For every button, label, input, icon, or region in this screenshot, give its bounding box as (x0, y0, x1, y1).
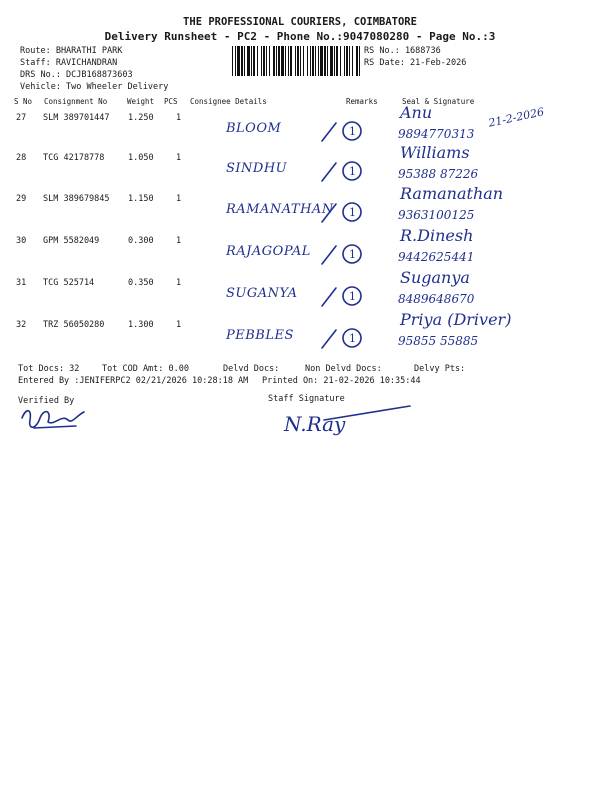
barcode-bar (295, 46, 296, 76)
row-weight: 1.050 (128, 153, 154, 163)
row-pcs: 1 (176, 194, 182, 204)
row-weight: 1.300 (128, 320, 154, 330)
barcode-bar (352, 46, 353, 76)
row-sno: 32 (16, 320, 27, 330)
barcode-bar (244, 46, 245, 76)
col-seal-signature: Seal & Signature (402, 97, 475, 106)
remark-number: 1 (349, 332, 356, 345)
row-consignee-handwritten: PEBBLES (226, 328, 294, 343)
remark-mark (318, 157, 368, 185)
remark-number: 1 (349, 248, 356, 261)
barcode-bar (290, 46, 292, 76)
remark-number: 1 (349, 125, 356, 138)
row-pcs: 1 (176, 113, 182, 123)
barcode-bar (261, 46, 262, 76)
barcode-bar (324, 46, 326, 76)
row-sno: 28 (16, 153, 27, 163)
barcode-bar (318, 46, 319, 76)
barcode-bar (297, 46, 299, 76)
row-signature: Ramanathan (400, 184, 504, 203)
row-sno: 29 (16, 194, 27, 204)
row-weight: 0.350 (128, 278, 154, 288)
row-date-handwritten: 21-2-2026 (487, 105, 546, 130)
verified-by-label: Verified By (18, 396, 75, 406)
row-sno: 30 (16, 236, 27, 246)
col-remarks: Remarks (346, 97, 378, 106)
row-consignment-no: TCG 42178778 (43, 153, 105, 163)
drs-number: DRS No.: DCJB168873603 (20, 70, 133, 80)
barcode-bar (300, 46, 301, 76)
remark-number: 1 (349, 165, 356, 178)
remark-mark (318, 240, 368, 268)
row-weight: 1.250 (128, 113, 154, 123)
rs-number: RS No.: 1688736 (364, 46, 441, 56)
barcode-bar (253, 46, 255, 76)
verifier-signature (14, 400, 94, 436)
barcode-bar (327, 46, 328, 76)
barcode (232, 46, 360, 76)
row-weight: 1.150 (128, 194, 154, 204)
row-signature: Suganya (400, 268, 470, 287)
barcode-bar (281, 46, 284, 76)
row-consignee-handwritten: RAMANATHAN (226, 202, 334, 217)
total-cod-amount: Tot COD Amt: 0.00 (102, 364, 189, 374)
row-consignment-no: SLM 389679845 (43, 194, 110, 204)
remark-number: 1 (349, 206, 356, 219)
remark-mark (318, 282, 368, 310)
staff-signature-label: Staff Signature (268, 394, 345, 404)
company-title: THE PROFESSIONAL COURIERS, COIMBATORE (183, 16, 417, 28)
barcode-bar (310, 46, 311, 76)
row-consignee-handwritten: SINDHU (226, 161, 288, 176)
barcode-bar (303, 46, 304, 76)
barcode-bar (312, 46, 314, 76)
row-signature: Priya (Driver) (400, 310, 512, 329)
printed-on: Printed On: 21-02-2026 10:35:44 (262, 376, 421, 386)
barcode-bar (263, 46, 265, 76)
barcode-bar (247, 46, 250, 76)
barcode-graphic (232, 46, 360, 76)
remark-number: 1 (349, 290, 356, 303)
barcode-bar (269, 46, 270, 76)
total-docs: Tot Docs: 32 (18, 364, 80, 374)
row-sno: 31 (16, 278, 27, 288)
non-delivered-docs: Non Delvd Docs: (305, 364, 382, 374)
col-consignment: Consignment No (44, 97, 108, 106)
vehicle-label: Vehicle: Two Wheeler Delivery (20, 82, 169, 92)
col-pcs: PCS (164, 97, 178, 106)
barcode-bar (356, 46, 358, 76)
row-sno: 27 (16, 113, 27, 123)
remark-mark (318, 324, 368, 352)
delivered-docs: Delvd Docs: (223, 364, 280, 374)
row-pcs: 1 (176, 236, 182, 246)
barcode-bar (315, 46, 316, 76)
col-consignee: Consignee Details (190, 97, 267, 106)
barcode-bar (346, 46, 348, 76)
row-phone-handwritten: 9442625441 (398, 250, 475, 264)
row-pcs: 1 (176, 320, 182, 330)
col-sno: S No (14, 97, 33, 106)
barcode-bar (276, 46, 277, 76)
remark-mark (318, 198, 368, 226)
barcode-bar (266, 46, 267, 76)
row-consignee-handwritten: BLOOM (226, 121, 282, 136)
barcode-bar (359, 46, 360, 76)
barcode-bar (336, 46, 338, 76)
barcode-bar (273, 46, 275, 76)
row-weight: 0.300 (128, 236, 154, 246)
row-consignee-handwritten: RAJAGOPAL (226, 244, 311, 259)
row-phone-handwritten: 95388 87226 (398, 167, 479, 181)
row-pcs: 1 (176, 278, 182, 288)
col-weight: Weight (127, 97, 155, 106)
barcode-bar (307, 46, 308, 76)
staff-signature-handwriting: N.Ray (284, 412, 346, 436)
barcode-bar (251, 46, 252, 76)
entered-by: Entered By :JENIFERPC2 02/21/2026 10:28:18 AM (18, 376, 249, 386)
barcode-bar (285, 46, 286, 76)
barcode-bar (320, 46, 323, 76)
row-phone-handwritten: 9363100125 (398, 208, 475, 222)
row-consignee-handwritten: SUGANYA (226, 286, 298, 301)
barcode-bar (241, 46, 243, 76)
runsheet-subtitle: Delivery Runsheet - PC2 - Phone No.:9047080280 - Page No.:3 (104, 30, 496, 43)
row-signature: R.Dinesh (400, 226, 474, 245)
route-label: Route: BHARATHI PARK (20, 46, 123, 56)
rs-date: RS Date: 21-Feb-2026 (364, 58, 467, 68)
barcode-bar (344, 46, 345, 76)
row-consignment-no: GPM 5582049 (43, 236, 100, 246)
row-phone-handwritten: 8489648670 (398, 292, 475, 306)
row-phone-handwritten: 9894770313 (398, 127, 475, 141)
row-pcs: 1 (176, 153, 182, 163)
barcode-bar (232, 46, 233, 76)
barcode-bar (334, 46, 335, 76)
barcode-bar (257, 46, 258, 76)
row-consignment-no: TRZ 56050280 (43, 320, 105, 330)
barcode-bar (237, 46, 240, 76)
barcode-bar (349, 46, 350, 76)
barcode-bar (288, 46, 289, 76)
barcode-bar (340, 46, 341, 76)
remark-mark (318, 117, 368, 145)
barcode-bar (330, 46, 333, 76)
barcode-bar (235, 46, 236, 76)
row-signature: Anu (400, 103, 433, 122)
staff-label: Staff: RAVICHANDRAN (20, 58, 118, 68)
row-signature: Williams (400, 143, 470, 162)
barcode-bar (278, 46, 280, 76)
row-consignment-no: SLM 389701447 (43, 113, 110, 123)
row-consignment-no: TCG 525714 (43, 278, 95, 288)
row-phone-handwritten: 95855 55885 (398, 334, 479, 348)
delivery-points: Delvy Pts: (414, 364, 466, 374)
